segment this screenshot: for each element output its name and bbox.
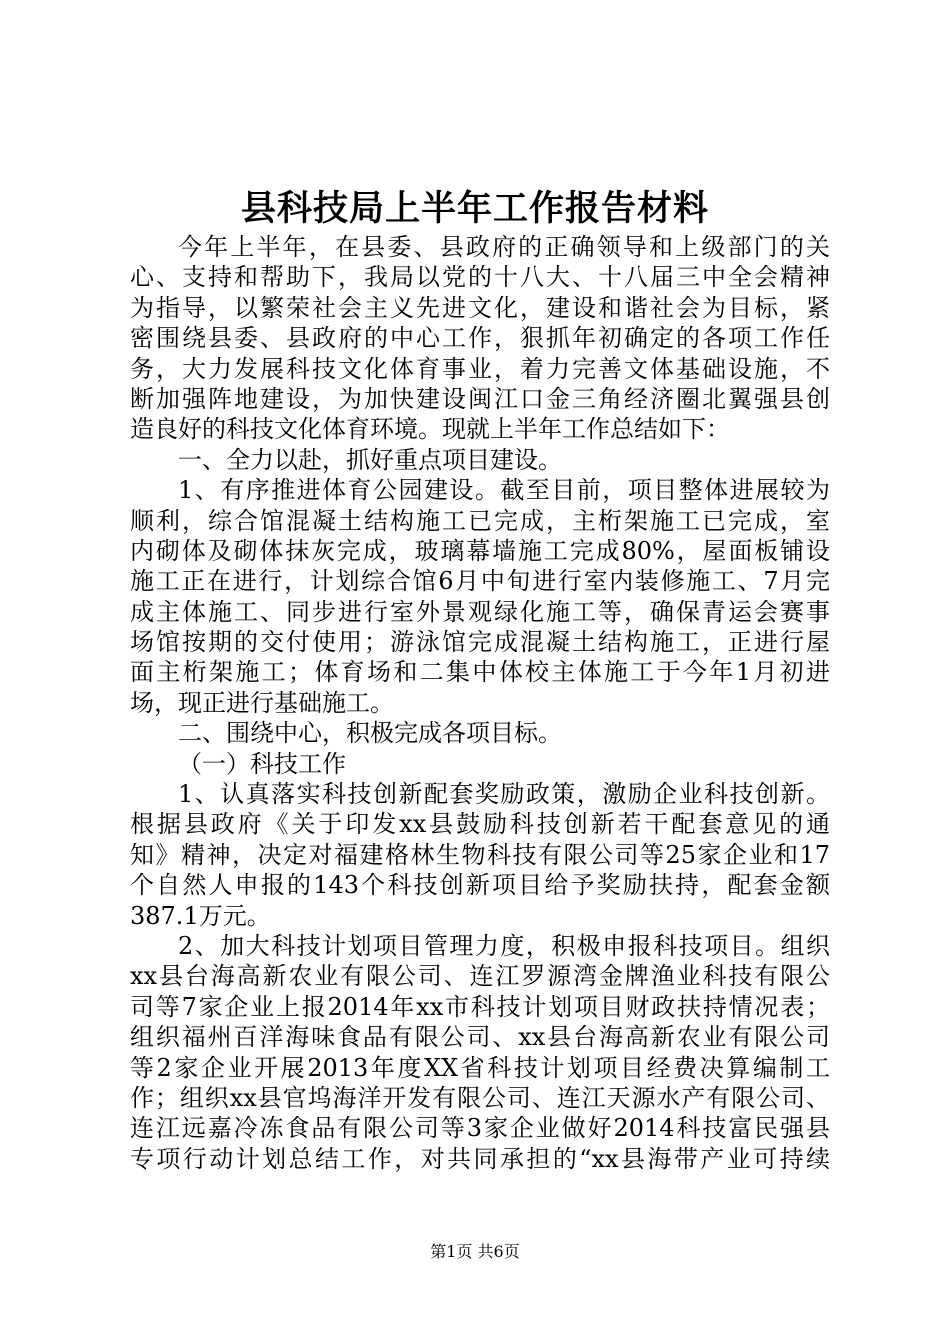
body-line: 面主桁架施工；体育场和二集中体校主体施工于今年1月初进: [130, 658, 830, 687]
body-line: 为指导，以繁荣社会主义先进文化，建设和谐社会为目标，紧: [130, 293, 830, 322]
body-line: 断加强阵地建设，为加快建设闽江口金三角经济圈北翼强县创: [130, 384, 830, 413]
body-line: 组织福州百洋海味食品有限公司、xx县台海高新农业有限公司: [130, 1023, 830, 1052]
body-line: 1、认真落实科技创新配套奖励政策，激励企业科技创新。: [178, 780, 830, 809]
body-line: 密围绕县委、县政府的中心工作，狠抓年初确定的各项工作任: [130, 324, 830, 353]
body-line: 场，现正进行基础施工。: [130, 688, 394, 717]
body-line: 造良好的科技文化体育环境。现就上半年工作总结如下：: [130, 415, 730, 444]
body-line: 作；组织xx县官坞海洋开发有限公司、连江天源水产有限公司、: [130, 1083, 830, 1112]
body-line: 心、支持和帮助下，我局以党的十八大、十八届三中全会精神: [130, 263, 830, 292]
body-line: 专项行动计划总结工作，对共同承担的“xx县海带产业可持续: [130, 1144, 830, 1173]
body-line: 司等7家企业上报2014年xx市科技计划项目财政扶持情况表；: [130, 992, 830, 1021]
body-line: 务，大力发展科技文化体育事业，着力完善文体基础设施，不: [130, 354, 830, 383]
document-title: 县科技局上半年工作报告材料: [240, 188, 709, 229]
body-line: 1、有序推进体育公园建设。截至目前，项目整体进展较为: [178, 476, 830, 505]
body-line: 387.1万元。: [130, 901, 271, 930]
section-heading: 一、全力以赴，抓好重点项目建设。: [178, 445, 562, 474]
body-line: 成主体施工、同步进行室外景观绿化施工等，确保青运会赛事: [130, 597, 830, 626]
body-line: 连江远嘉冷冻食品有限公司等3家企业做好2014科技富民强县: [130, 1114, 830, 1143]
body-line: 2、加大科技计划项目管理力度，积极申报科技项目。组织: [178, 931, 830, 960]
body-line: 根据县政府《关于印发xx县鼓励科技创新若干配套意见的通: [130, 810, 830, 839]
document-body: [130, 232, 830, 1174]
page-number-footer: 第1页 共6页: [430, 1242, 520, 1261]
section-heading: 二、围绕中心，积极完成各项目标。: [178, 719, 562, 748]
body-line: 个自然人申报的143个科技创新项目给予奖励扶持，配套金额: [130, 871, 830, 900]
body-line: 施工正在进行，计划综合馆6月中旬进行室内装修施工、7月完: [130, 567, 830, 596]
body-line: 今年上半年，在县委、县政府的正确领导和上级部门的关: [178, 233, 830, 261]
body-line: xx县台海高新农业有限公司、连江罗源湾金牌渔业科技有限公: [130, 962, 830, 991]
body-line: 场馆按期的交付使用；游泳馆完成混凝土结构施工，正进行屋: [130, 628, 830, 657]
subsection-heading: （一）科技工作: [178, 749, 346, 778]
body-line: 顺利，综合馆混凝土结构施工已完成，主桁架施工已完成，室: [130, 506, 830, 535]
body-line: 等2家企业开展2013年度XX省科技计划项目经费决算编制工: [130, 1053, 830, 1082]
body-line: 内砌体及砌体抹灰完成，玻璃幕墙施工完成80%，屋面板铺设: [130, 536, 830, 565]
body-line: 知》精神，决定对福建格林生物科技有限公司等25家企业和17: [130, 840, 830, 869]
